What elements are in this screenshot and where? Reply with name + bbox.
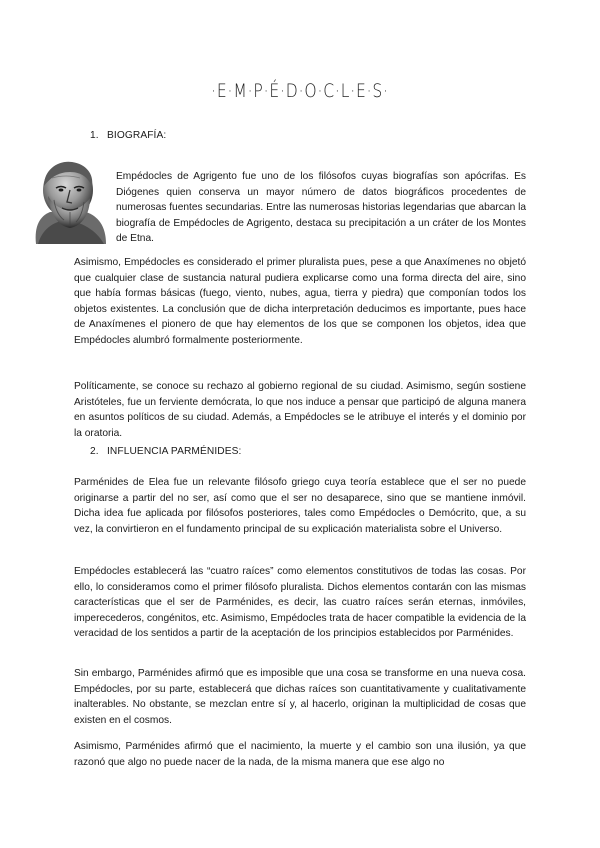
document-title: ·E·M·P·É·D·O·C·L·E·S· [211, 80, 389, 102]
section-heading-text: INFLUENCIA PARMÉNIDES: [107, 446, 242, 457]
section-number: 2. [90, 446, 99, 457]
paragraph-influencia-3: Sin embargo, Parménides afirmó que es imposible que una cosa se transforme en una nueva cosa. Empédocles, por su parte, establecerá que dichas raíces son cuantitativamente y cualitativamente inalterables. No obstante, se mezclan entre sí y, al hacerlo, originan la multiplicidad de cosas que existen en el cosmos. [74, 668, 526, 726]
paragraph-biografia-2: Asimismo, Empédocles es considerado el primer pluralista pues, pese a que Anaxímenes no objetó que cualquier clase de sustancia natural pudiera explicarse como una forma directa del aire, sino que había formas básicas (fuego, viento, nubes, agua, tierra y piedra) que componían todos los objetos existentes. La conclusión que de dicha interpretación deducimos es importante, pues hace de Anaxímenes el pionero de que hay elementos de los que se componen los objetos, idea que Empédocles alumbró formalmente posteriormente. [74, 257, 526, 346]
paragraph-influencia-1: Parménides de Elea fue un relevante filósofo griego cuya teoría establece que el ser no puede originarse a partir del no ser, así como que el ser no desaparece, sino que se mantiene inmóvil. Dicha idea fue aplicada por filósofos posteriores, tales como Empédocles o Demócrito, que, a su vez, la convirtieron en el fundamento principal de su explicación materialista sobre el Universo. [74, 477, 526, 535]
bust-portrait-icon [26, 156, 108, 246]
section-heading-biografia [90, 130, 166, 141]
section-number: 1. [90, 130, 99, 141]
section-heading-text: BIOGRAFÍA: [107, 130, 167, 141]
section-heading-influencia-parmenides [90, 446, 241, 457]
paragraph-influencia-4: Asimismo, Parménides afirmó que el nacimiento, la muerte y el cambio son una ilusión, ya que razonó que algo no puede nacer de la nada, de la misma manera que ese algo no [74, 741, 526, 768]
paragraph-biografia-1: Empédocles de Agrigento fue uno de los filósofos cuyas biografías son apócrifas. Es Diógenes quien conserva un mayor número de datos biográficos procedentes de numerosas fuentes secundarias. Entre las numerosas historias legendarias que abarcan la biografía de Empédocles de Agrigento, destaca su precipitación a un cráter de los Montes de Etna. [116, 171, 526, 245]
paragraph-influencia-2: Empédocles establecerá las “cuatro raíces” como elementos constitutivos de todas las cosas. Por ello, lo consideramos como el primer filósofo pluralista. Dichos elementos contarán con las mismas características que el ser de Parménides, es decir, las cuatro raíces serán eternas, inmóviles, imperecederos, congénitos, etc. Asimismo, Empédocles trata de hacer compatible la evidencia de la veracidad de los sentidos a partir de la aceptación de los principios establecidos por Parménides. [74, 566, 526, 640]
paragraph-biografia-3: Políticamente, se conoce su rechazo al gobierno regional de su ciudad. Asimismo, según sostiene Aristóteles, fue un ferviente demócrata, lo que nos induce a pensar que participó de alguna manera en asuntos políticos de su ciudad. Además, a Empédocles se le atribuye el interés y el dominio por la oratoria. [74, 381, 526, 439]
